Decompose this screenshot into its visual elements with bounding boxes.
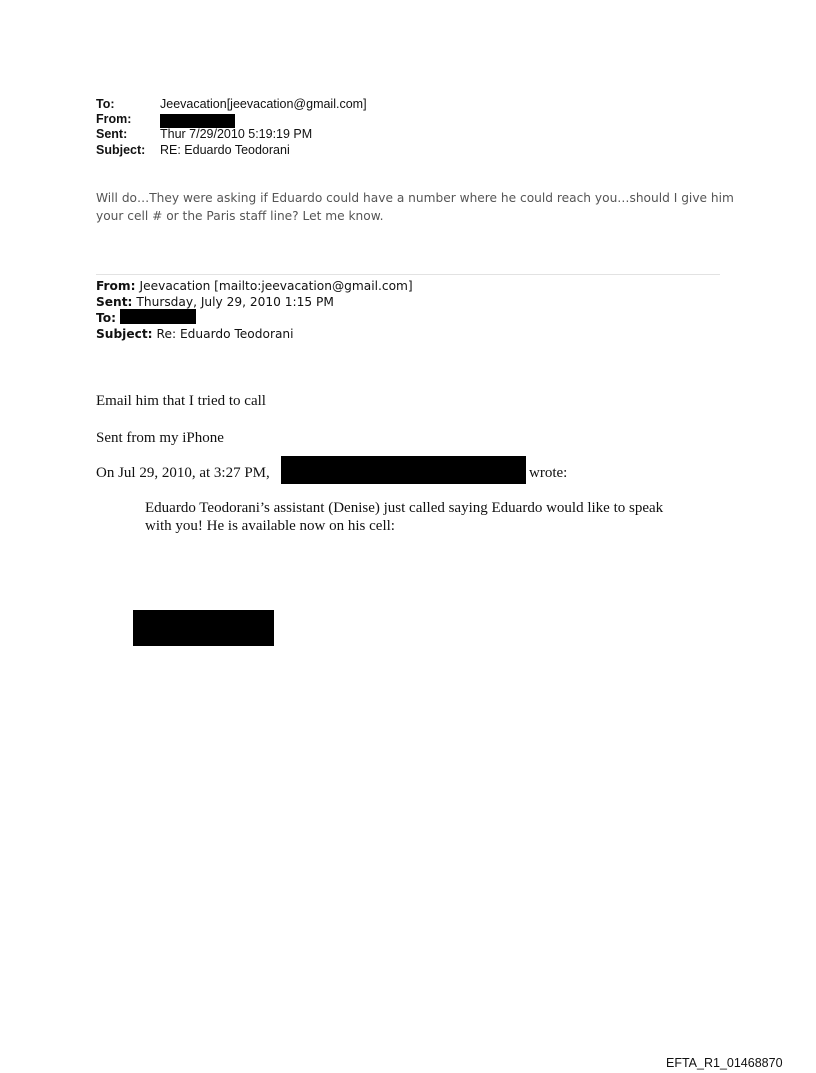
quoted-to-redaction [120,309,196,324]
message-divider [96,274,720,275]
subject-value: RE: Eduardo Teodorani [160,143,290,157]
quoted-from-value: Jeevacation [mailto:jeevacation@gmail.com] [139,279,413,293]
quoted-to-label: To: [96,311,116,325]
quoted-subject-value: Re: Eduardo Teodorani [156,327,294,341]
attribution-prefix: On Jul 29, 2010, at 3:27 PM, [96,465,270,481]
quoted-subject-label: Subject: [96,327,153,341]
quoted-signature: Sent from my iPhone [96,430,224,446]
sent-value: Thur 7/29/2010 5:19:19 PM [160,127,313,141]
quoted-sent-value: Thursday, July 29, 2010 1:15 PM [136,295,334,309]
inner-quote: Eduardo Teodorani’s assistant (Denise) just called saying Eduardo would like to speak with you! He is available now on his cell: [145,500,664,534]
to-value: Jeevacation[jeevacation@gmail.com] [160,97,367,111]
quoted-line-1: Email him that I tried to call [96,393,266,409]
phone-redaction [133,610,274,646]
document-id: EFTA_R1_01468870 [666,1056,783,1070]
quoted-sent-label: Sent: [96,295,133,309]
attribution-suffix: wrote: [529,465,568,481]
from-label: From: [96,112,132,126]
quoted-subject-line [96,325,294,343]
sent-label: Sent: [96,127,128,141]
from-redaction [160,114,235,128]
quoted-from-label: From: [96,279,136,293]
to-label: To: [96,97,115,111]
attribution-redaction [281,456,526,484]
reply-body: Will do…They were asking if Eduardo could have a number where he could reach you…should I give him your cell # or the Paris staff line? Let me know. [96,191,734,223]
subject-label: Subject: [96,143,146,157]
